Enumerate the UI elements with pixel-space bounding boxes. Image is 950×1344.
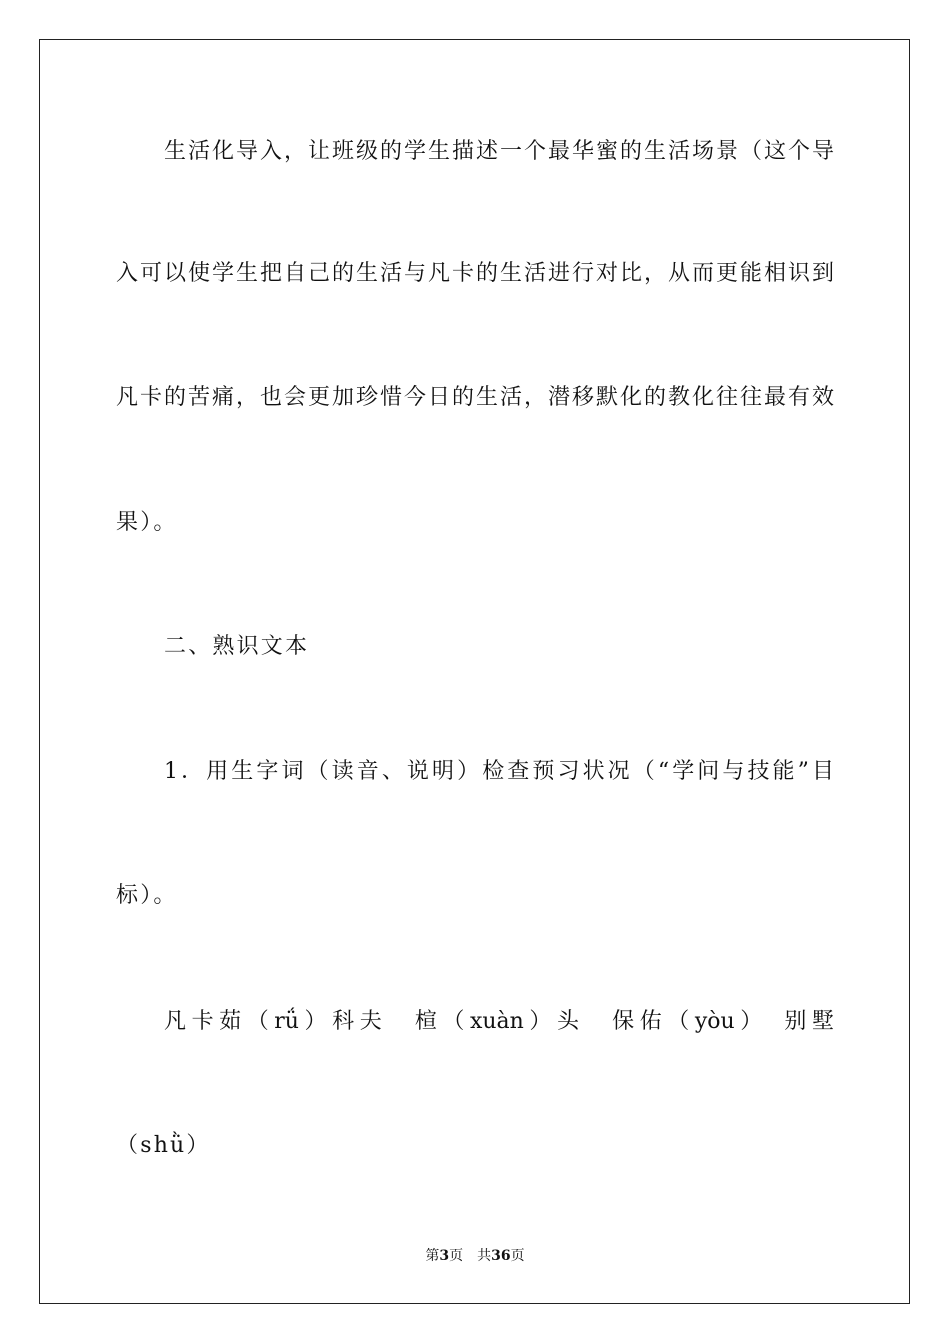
footer-total-suffix: 页: [510, 1248, 525, 1264]
paragraph-2-line-1: 1．用生字词（读音、说明）检查预习状况（“学问与技能”目: [164, 759, 834, 784]
paragraph-1-line-3: 凡卡的苦痛，也会更加珍惜今日的生活，潜移默化的教化往往最有效: [116, 385, 834, 410]
paragraph-1-line-2: 入可以使学生把自己的生活与凡卡的生活进行对比，从而更能相识到: [116, 261, 834, 286]
paragraph-1-line-4: 果）。: [116, 510, 178, 535]
footer-page-number: 3: [439, 1248, 450, 1264]
page-footer: [0, 1246, 950, 1266]
page-border: [39, 39, 910, 1304]
paragraph-1-line-1: 生活化导入，让班级的学生描述一个最华蜜的生活场景（这个导: [164, 139, 834, 164]
paragraph-2-line-2: 标）。: [116, 883, 178, 908]
vocabulary-line-1: 凡卡茹（rǘ）科夫 楦（xuàn）头 保佑（yòu） 别墅: [164, 1009, 834, 1034]
footer-total-pages: 36: [491, 1248, 511, 1264]
footer-page-prefix: 第: [425, 1248, 440, 1264]
footer-page-suffix: 页 共: [449, 1248, 492, 1264]
section-heading: 二、熟识文本: [164, 634, 310, 659]
vocabulary-line-2: （shǜ）: [116, 1133, 211, 1158]
